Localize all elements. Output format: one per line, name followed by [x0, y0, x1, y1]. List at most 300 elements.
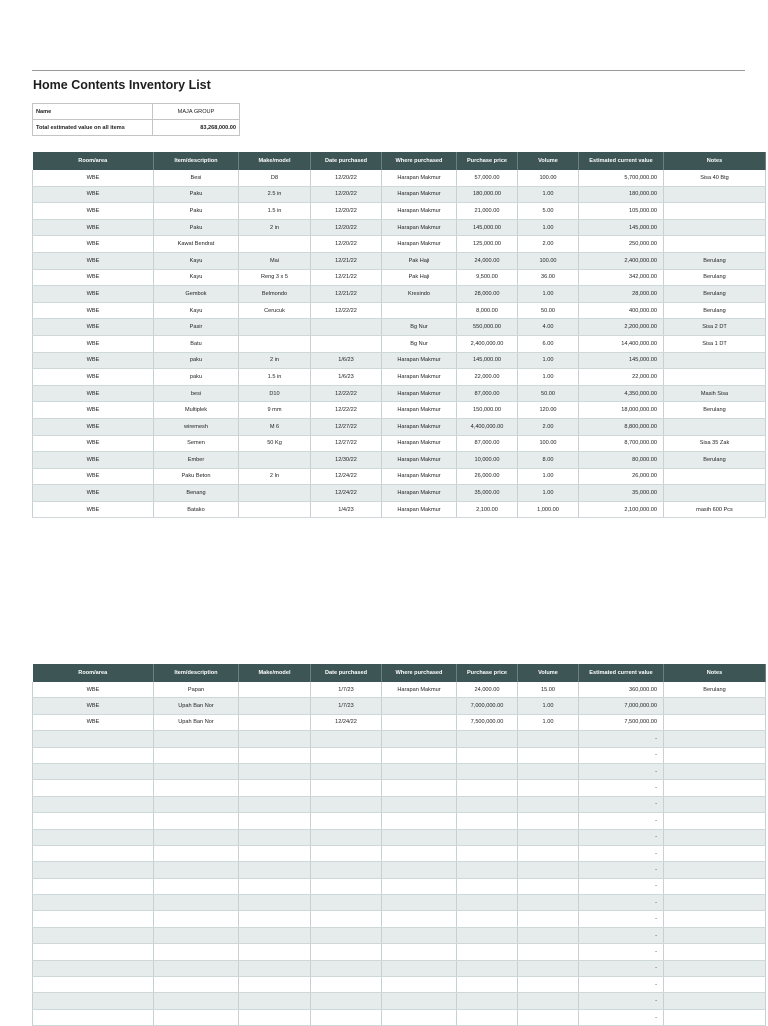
cell-make[interactable] [239, 813, 311, 829]
cell-value[interactable]: - [579, 993, 664, 1009]
cell-price[interactable] [457, 862, 518, 878]
cell-make[interactable] [239, 944, 311, 960]
cell-where[interactable] [382, 944, 457, 960]
cell-make[interactable] [239, 862, 311, 878]
cell-value[interactable]: 105,000.00 [579, 203, 664, 220]
cell-value[interactable]: - [579, 763, 664, 779]
cell-date[interactable] [311, 911, 382, 927]
cell-value[interactable]: 145,000.00 [579, 352, 664, 369]
cell-price[interactable]: 145,000.00 [457, 219, 518, 236]
cell-where[interactable] [382, 829, 457, 845]
cell-volume[interactable]: 1.00 [518, 186, 579, 203]
cell-item[interactable]: wiremesh [154, 418, 239, 435]
cell-room[interactable]: WBE [33, 435, 154, 452]
cell-where[interactable]: Harapan Makmur [382, 418, 457, 435]
cell-item[interactable]: Upah Ban Nor [154, 698, 239, 714]
cell-where[interactable]: Harapan Makmur [382, 501, 457, 518]
cell-where[interactable] [382, 714, 457, 730]
cell-notes[interactable]: Sisa 1 DT [664, 335, 766, 352]
cell-item[interactable]: Besi [154, 170, 239, 186]
cell-notes[interactable]: Sisa 35 Zak [664, 435, 766, 452]
cell-where[interactable] [382, 977, 457, 993]
cell-price[interactable] [457, 1009, 518, 1025]
cell-date[interactable]: 12/30/22 [311, 452, 382, 469]
cell-date[interactable] [311, 927, 382, 943]
cell-room[interactable] [33, 895, 154, 911]
cell-where[interactable]: Pak Haji [382, 269, 457, 286]
cell-notes[interactable] [664, 960, 766, 976]
cell-make[interactable] [239, 829, 311, 845]
cell-volume[interactable] [518, 813, 579, 829]
cell-date[interactable] [311, 960, 382, 976]
cell-where[interactable] [382, 845, 457, 861]
cell-item[interactable]: Kayu [154, 269, 239, 286]
cell-price[interactable] [457, 731, 518, 747]
cell-date[interactable] [311, 993, 382, 1009]
cell-value[interactable]: 8,700,000.00 [579, 435, 664, 452]
cell-volume[interactable]: 6.00 [518, 335, 579, 352]
cell-where[interactable] [382, 895, 457, 911]
cell-notes[interactable]: Berulang [664, 286, 766, 303]
cell-price[interactable]: 7,500,000.00 [457, 714, 518, 730]
cell-value[interactable]: - [579, 731, 664, 747]
cell-value[interactable]: - [579, 977, 664, 993]
cell-date[interactable] [311, 731, 382, 747]
cell-value[interactable]: - [579, 862, 664, 878]
cell-notes[interactable] [664, 731, 766, 747]
cell-room[interactable] [33, 862, 154, 878]
cell-price[interactable]: 2,400,000.00 [457, 335, 518, 352]
cell-item[interactable] [154, 944, 239, 960]
cell-price[interactable] [457, 960, 518, 976]
cell-value[interactable]: - [579, 796, 664, 812]
cell-notes[interactable] [664, 369, 766, 386]
cell-where[interactable] [382, 698, 457, 714]
cell-room[interactable]: WBE [33, 352, 154, 369]
cell-room[interactable] [33, 1009, 154, 1025]
cell-volume[interactable]: 8.00 [518, 452, 579, 469]
cell-date[interactable] [311, 829, 382, 845]
cell-item[interactable]: Paku [154, 186, 239, 203]
cell-room[interactable]: WBE [33, 269, 154, 286]
cell-value[interactable]: - [579, 813, 664, 829]
cell-item[interactable]: Kayu [154, 252, 239, 269]
cell-notes[interactable] [664, 698, 766, 714]
cell-volume[interactable] [518, 878, 579, 894]
cell-where[interactable] [382, 1009, 457, 1025]
cell-volume[interactable] [518, 829, 579, 845]
cell-value[interactable]: 8,800,000.00 [579, 418, 664, 435]
cell-item[interactable]: paku [154, 352, 239, 369]
cell-date[interactable] [311, 813, 382, 829]
cell-item[interactable]: besi [154, 385, 239, 402]
cell-date[interactable] [311, 796, 382, 812]
cell-notes[interactable] [664, 203, 766, 220]
cell-room[interactable]: WBE [33, 468, 154, 485]
cell-notes[interactable]: Berulang [664, 402, 766, 419]
cell-room[interactable] [33, 731, 154, 747]
cell-volume[interactable]: 1.00 [518, 485, 579, 502]
cell-date[interactable]: 12/22/22 [311, 402, 382, 419]
cell-room[interactable]: WBE [33, 714, 154, 730]
cell-item[interactable]: Gembok [154, 286, 239, 303]
cell-where[interactable] [382, 796, 457, 812]
cell-volume[interactable] [518, 731, 579, 747]
cell-make[interactable]: Cerucuk [239, 302, 311, 319]
cell-value[interactable]: 18,000,000.00 [579, 402, 664, 419]
cell-make[interactable] [239, 911, 311, 927]
cell-make[interactable] [239, 319, 311, 336]
cell-date[interactable]: 12/24/22 [311, 714, 382, 730]
cell-make[interactable] [239, 895, 311, 911]
cell-item[interactable] [154, 960, 239, 976]
cell-price[interactable]: 57,000.00 [457, 170, 518, 186]
cell-notes[interactable]: Berulang [664, 269, 766, 286]
cell-price[interactable] [457, 763, 518, 779]
cell-item[interactable] [154, 927, 239, 943]
cell-value[interactable]: 35,000.00 [579, 485, 664, 502]
cell-item[interactable] [154, 763, 239, 779]
cell-value[interactable]: 2,400,000.00 [579, 252, 664, 269]
cell-where[interactable]: Harapan Makmur [382, 236, 457, 253]
cell-price[interactable]: 180,000.00 [457, 186, 518, 203]
cell-make[interactable] [239, 698, 311, 714]
cell-volume[interactable]: 36.00 [518, 269, 579, 286]
cell-make[interactable]: Belmondo [239, 286, 311, 303]
cell-where[interactable]: Harapan Makmur [382, 170, 457, 186]
cell-notes[interactable] [664, 845, 766, 861]
cell-price[interactable]: 24,000.00 [457, 682, 518, 698]
cell-date[interactable]: 12/20/22 [311, 170, 382, 186]
cell-where[interactable]: Harapan Makmur [382, 186, 457, 203]
cell-date[interactable] [311, 878, 382, 894]
cell-volume[interactable]: 120.00 [518, 402, 579, 419]
cell-where[interactable]: Harapan Makmur [382, 352, 457, 369]
cell-item[interactable] [154, 911, 239, 927]
cell-where[interactable]: Harapan Makmur [382, 219, 457, 236]
cell-where[interactable]: Harapan Makmur [382, 203, 457, 220]
cell-volume[interactable]: 2.00 [518, 236, 579, 253]
cell-make[interactable]: 2.5 in [239, 186, 311, 203]
cell-where[interactable] [382, 993, 457, 1009]
cell-room[interactable] [33, 960, 154, 976]
cell-date[interactable] [311, 747, 382, 763]
cell-notes[interactable]: Berulang [664, 252, 766, 269]
cell-notes[interactable] [664, 747, 766, 763]
cell-item[interactable]: Upah Ban Nor [154, 714, 239, 730]
cell-price[interactable]: 26,000.00 [457, 468, 518, 485]
cell-notes[interactable] [664, 468, 766, 485]
cell-room[interactable]: WBE [33, 418, 154, 435]
cell-room[interactable]: WBE [33, 302, 154, 319]
cell-price[interactable] [457, 747, 518, 763]
cell-where[interactable]: Bg Nur [382, 335, 457, 352]
cell-date[interactable]: 1/4/23 [311, 501, 382, 518]
cell-date[interactable]: 12/22/22 [311, 385, 382, 402]
cell-room[interactable] [33, 845, 154, 861]
cell-make[interactable] [239, 960, 311, 976]
cell-price[interactable] [457, 977, 518, 993]
cell-room[interactable]: WBE [33, 385, 154, 402]
cell-make[interactable]: D10 [239, 385, 311, 402]
cell-where[interactable]: Kresindo [382, 286, 457, 303]
cell-volume[interactable]: 1,000.00 [518, 501, 579, 518]
cell-volume[interactable] [518, 796, 579, 812]
cell-room[interactable]: WBE [33, 236, 154, 253]
cell-item[interactable]: Paku [154, 203, 239, 220]
cell-notes[interactable] [664, 418, 766, 435]
cell-price[interactable]: 150,000.00 [457, 402, 518, 419]
cell-price[interactable]: 8,000.00 [457, 302, 518, 319]
cell-room[interactable]: WBE [33, 219, 154, 236]
cell-notes[interactable]: Masih Sisa [664, 385, 766, 402]
cell-volume[interactable] [518, 911, 579, 927]
cell-value[interactable]: 360,000.00 [579, 682, 664, 698]
cell-where[interactable] [382, 763, 457, 779]
cell-value[interactable]: 2,100,000.00 [579, 501, 664, 518]
cell-value[interactable]: - [579, 911, 664, 927]
cell-notes[interactable] [664, 352, 766, 369]
cell-item[interactable] [154, 796, 239, 812]
cell-date[interactable] [311, 845, 382, 861]
cell-price[interactable] [457, 829, 518, 845]
cell-make[interactable] [239, 977, 311, 993]
cell-date[interactable]: 12/20/22 [311, 219, 382, 236]
cell-value[interactable]: 250,000.00 [579, 236, 664, 253]
cell-notes[interactable] [664, 1009, 766, 1025]
cell-item[interactable]: Papan [154, 682, 239, 698]
cell-notes[interactable] [664, 911, 766, 927]
cell-room[interactable] [33, 911, 154, 927]
cell-value[interactable]: 342,000.00 [579, 269, 664, 286]
cell-room[interactable] [33, 927, 154, 943]
cell-value[interactable]: 28,000.00 [579, 286, 664, 303]
cell-price[interactable] [457, 944, 518, 960]
cell-price[interactable] [457, 878, 518, 894]
cell-date[interactable]: 12/20/22 [311, 186, 382, 203]
cell-item[interactable] [154, 993, 239, 1009]
cell-volume[interactable] [518, 780, 579, 796]
cell-where[interactable]: Harapan Makmur [382, 369, 457, 386]
cell-where[interactable] [382, 862, 457, 878]
cell-value[interactable]: 7,000,000.00 [579, 698, 664, 714]
cell-room[interactable]: WBE [33, 485, 154, 502]
cell-item[interactable]: Batu [154, 335, 239, 352]
cell-notes[interactable] [664, 944, 766, 960]
cell-value[interactable]: 400,000.00 [579, 302, 664, 319]
cell-volume[interactable]: 2.00 [518, 418, 579, 435]
cell-where[interactable] [382, 813, 457, 829]
cell-where[interactable] [382, 302, 457, 319]
cell-where[interactable]: Bg Nur [382, 319, 457, 336]
cell-price[interactable]: 28,000.00 [457, 286, 518, 303]
cell-date[interactable]: 12/21/22 [311, 286, 382, 303]
cell-item[interactable] [154, 845, 239, 861]
cell-make[interactable]: 2 in [239, 219, 311, 236]
cell-date[interactable]: 12/27/22 [311, 418, 382, 435]
cell-make[interactable] [239, 927, 311, 943]
cell-notes[interactable]: Sisa 2 DT [664, 319, 766, 336]
cell-notes[interactable] [664, 993, 766, 1009]
cell-volume[interactable]: 1.00 [518, 468, 579, 485]
cell-where[interactable] [382, 780, 457, 796]
cell-room[interactable] [33, 993, 154, 1009]
cell-volume[interactable] [518, 747, 579, 763]
cell-make[interactable] [239, 878, 311, 894]
cell-make[interactable] [239, 780, 311, 796]
cell-value[interactable]: 4,350,000.00 [579, 385, 664, 402]
cell-make[interactable] [239, 845, 311, 861]
cell-price[interactable]: 9,500.00 [457, 269, 518, 286]
cell-volume[interactable]: 50.00 [518, 385, 579, 402]
cell-notes[interactable] [664, 763, 766, 779]
cell-item[interactable] [154, 780, 239, 796]
cell-price[interactable] [457, 813, 518, 829]
cell-room[interactable] [33, 813, 154, 829]
cell-item[interactable]: Kawat Bendrat [154, 236, 239, 253]
cell-room[interactable] [33, 796, 154, 812]
cell-where[interactable]: Harapan Makmur [382, 682, 457, 698]
cell-price[interactable]: 7,000,000.00 [457, 698, 518, 714]
cell-volume[interactable] [518, 1009, 579, 1025]
cell-item[interactable] [154, 829, 239, 845]
cell-room[interactable]: WBE [33, 252, 154, 269]
cell-where[interactable]: Harapan Makmur [382, 385, 457, 402]
cell-where[interactable]: Harapan Makmur [382, 452, 457, 469]
cell-value[interactable]: 26,000.00 [579, 468, 664, 485]
cell-value[interactable]: - [579, 944, 664, 960]
cell-make[interactable]: Reng 3 x 5 [239, 269, 311, 286]
cell-value[interactable]: - [579, 780, 664, 796]
cell-item[interactable]: Pasir [154, 319, 239, 336]
cell-volume[interactable] [518, 960, 579, 976]
cell-volume[interactable] [518, 862, 579, 878]
cell-volume[interactable]: 15.00 [518, 682, 579, 698]
cell-volume[interactable]: 4.00 [518, 319, 579, 336]
cell-make[interactable] [239, 501, 311, 518]
cell-date[interactable]: 1/6/23 [311, 352, 382, 369]
cell-date[interactable]: 12/24/22 [311, 468, 382, 485]
cell-room[interactable]: WBE [33, 369, 154, 386]
cell-date[interactable] [311, 1009, 382, 1025]
cell-value[interactable]: - [579, 927, 664, 943]
cell-make[interactable]: Mai [239, 252, 311, 269]
cell-price[interactable]: 2,100.00 [457, 501, 518, 518]
cell-price[interactable]: 10,000.00 [457, 452, 518, 469]
cell-value[interactable]: - [579, 1009, 664, 1025]
cell-notes[interactable] [664, 927, 766, 943]
cell-room[interactable] [33, 763, 154, 779]
cell-date[interactable]: 12/21/22 [311, 269, 382, 286]
cell-item[interactable] [154, 1009, 239, 1025]
cell-value[interactable]: - [579, 960, 664, 976]
cell-volume[interactable] [518, 927, 579, 943]
cell-where[interactable] [382, 960, 457, 976]
cell-room[interactable]: WBE [33, 452, 154, 469]
cell-value[interactable]: 180,000.00 [579, 186, 664, 203]
cell-make[interactable] [239, 993, 311, 1009]
cell-date[interactable]: 1/6/23 [311, 369, 382, 386]
cell-room[interactable]: WBE [33, 186, 154, 203]
cell-where[interactable] [382, 911, 457, 927]
cell-notes[interactable] [664, 485, 766, 502]
cell-make[interactable] [239, 452, 311, 469]
cell-item[interactable] [154, 862, 239, 878]
cell-room[interactable] [33, 878, 154, 894]
cell-where[interactable]: Pak Haji [382, 252, 457, 269]
cell-volume[interactable]: 1.00 [518, 352, 579, 369]
cell-make[interactable]: D8 [239, 170, 311, 186]
cell-item[interactable] [154, 747, 239, 763]
cell-where[interactable]: Harapan Makmur [382, 485, 457, 502]
cell-date[interactable] [311, 944, 382, 960]
cell-date[interactable] [311, 335, 382, 352]
cell-notes[interactable]: Sisa 40 Btg [664, 170, 766, 186]
cell-notes[interactable] [664, 714, 766, 730]
cell-volume[interactable]: 1.00 [518, 286, 579, 303]
cell-item[interactable] [154, 977, 239, 993]
cell-volume[interactable]: 50.00 [518, 302, 579, 319]
cell-make[interactable] [239, 335, 311, 352]
cell-room[interactable] [33, 944, 154, 960]
cell-date[interactable]: 1/7/23 [311, 682, 382, 698]
cell-date[interactable] [311, 763, 382, 779]
cell-price[interactable]: 35,000.00 [457, 485, 518, 502]
cell-notes[interactable] [664, 813, 766, 829]
cell-room[interactable]: WBE [33, 335, 154, 352]
cell-price[interactable] [457, 780, 518, 796]
cell-value[interactable]: 7,500,000.00 [579, 714, 664, 730]
cell-item[interactable]: Kayu [154, 302, 239, 319]
cell-make[interactable]: 1.5 in [239, 203, 311, 220]
cell-price[interactable] [457, 845, 518, 861]
cell-notes[interactable] [664, 977, 766, 993]
cell-notes[interactable] [664, 796, 766, 812]
cell-item[interactable] [154, 731, 239, 747]
cell-make[interactable]: 50 Kg [239, 435, 311, 452]
cell-date[interactable] [311, 780, 382, 796]
cell-where[interactable] [382, 878, 457, 894]
cell-date[interactable]: 1/7/23 [311, 698, 382, 714]
cell-make[interactable] [239, 485, 311, 502]
cell-price[interactable] [457, 895, 518, 911]
cell-notes[interactable] [664, 236, 766, 253]
cell-value[interactable]: - [579, 845, 664, 861]
cell-where[interactable] [382, 747, 457, 763]
cell-price[interactable] [457, 911, 518, 927]
cell-volume[interactable]: 1.00 [518, 219, 579, 236]
cell-notes[interactable]: Berulang [664, 302, 766, 319]
cell-room[interactable] [33, 829, 154, 845]
cell-make[interactable]: 1.5 in [239, 369, 311, 386]
cell-date[interactable]: 12/21/22 [311, 252, 382, 269]
cell-volume[interactable]: 1.00 [518, 714, 579, 730]
cell-price[interactable]: 22,000.00 [457, 369, 518, 386]
cell-make[interactable] [239, 682, 311, 698]
cell-volume[interactable]: 1.00 [518, 698, 579, 714]
cell-make[interactable] [239, 1009, 311, 1025]
cell-value[interactable]: - [579, 829, 664, 845]
cell-room[interactable]: WBE [33, 203, 154, 220]
cell-make[interactable] [239, 763, 311, 779]
cell-make[interactable]: 2 in [239, 352, 311, 369]
cell-item[interactable]: Paku Beton [154, 468, 239, 485]
cell-price[interactable]: 4,400,000.00 [457, 418, 518, 435]
cell-item[interactable] [154, 895, 239, 911]
cell-date[interactable] [311, 977, 382, 993]
cell-value[interactable]: 80,000.00 [579, 452, 664, 469]
cell-volume[interactable] [518, 944, 579, 960]
